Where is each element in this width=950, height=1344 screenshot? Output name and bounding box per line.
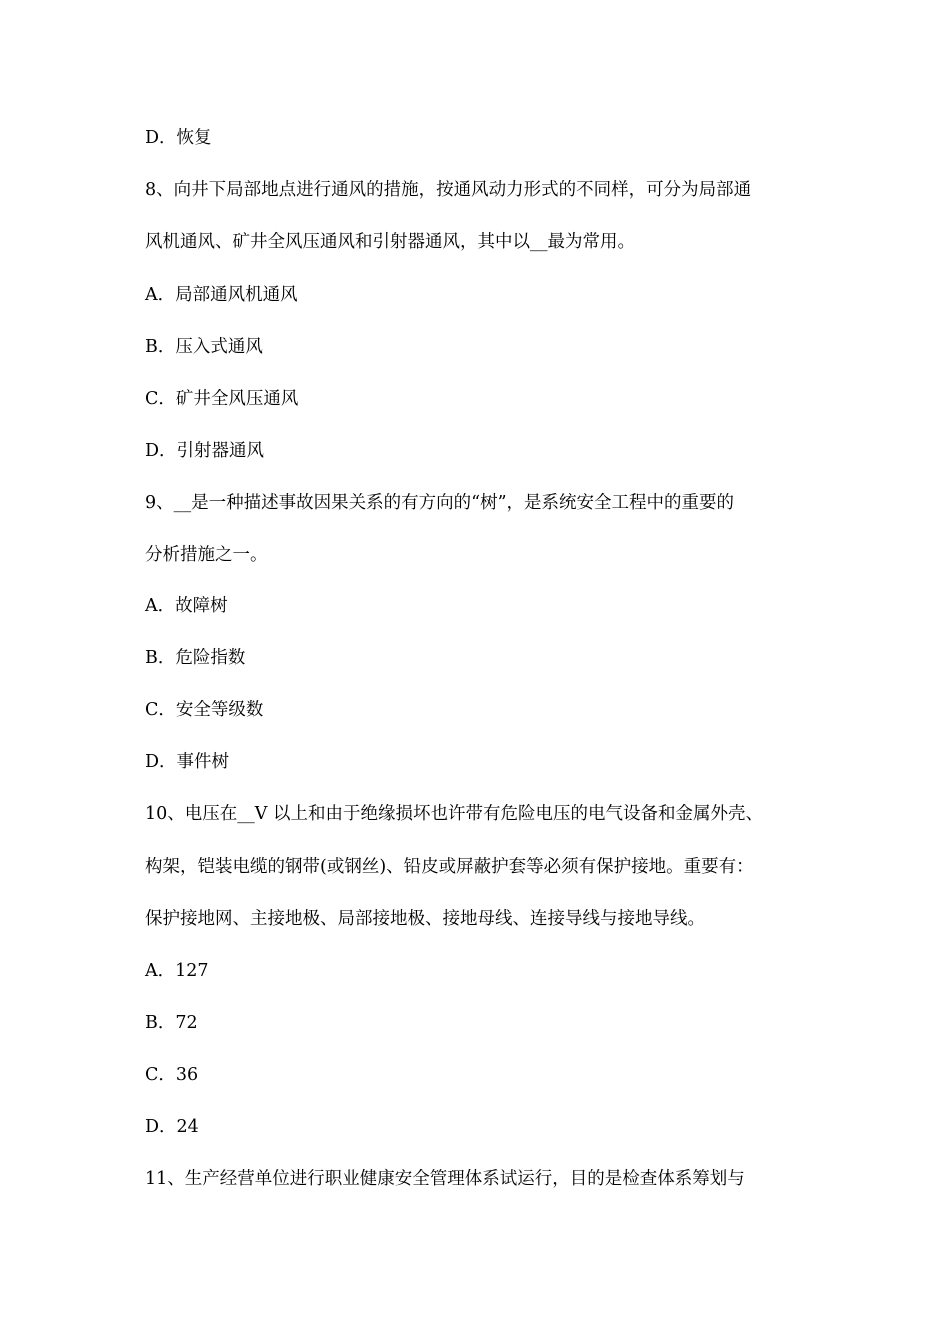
q10-option-a: A．127	[145, 961, 209, 981]
q10-option-b: B．72	[145, 1013, 198, 1033]
q11-question-line-1: 11、生产经营单位进行职业健康安全管理体系试运行，目的是检查体系筹划与	[145, 1169, 745, 1189]
q9-question-line-1: 9、__是一种描述事故因果关系的有方向的“树”，是系统安全工程中的重要的	[145, 493, 735, 513]
q9-option-d: D．事件树	[145, 752, 230, 772]
q9-option-a: A．故障树	[145, 596, 228, 616]
q8-option-b: B．压入式通风	[145, 337, 263, 357]
q9-option-c: C．安全等级数	[145, 700, 264, 720]
q9-question-line-2: 分析措施之一。	[145, 545, 268, 565]
q8-option-d: D．引射器通风	[145, 441, 265, 461]
q8-option-a: A．局部通风机通风	[145, 285, 298, 305]
q10-question-line-3: 保护接地网、主接地极、局部接地极、接地母线、连接导线与接地导线。	[145, 909, 705, 929]
q7-option-d: D．恢复	[145, 128, 212, 148]
q8-option-c: C．矿井全风压通风	[145, 389, 299, 409]
q10-question-line-1: 10、电压在__V 以上和由于绝缘损坏也许带有危险电压的电气设备和金属外壳、	[145, 804, 763, 824]
q10-option-c: C．36	[145, 1065, 199, 1085]
q10-option-d: D．24	[145, 1117, 199, 1137]
q8-question-line-2: 风机通风、矿井全风压通风和引射器通风，其中以__最为常用。	[145, 232, 635, 252]
q10-question-line-2: 构架，铠装电缆的钢带(或钢丝)、铅皮或屏蔽护套等必须有保护接地。重要有：	[145, 857, 754, 877]
q9-option-b: B．危险指数	[145, 648, 246, 668]
q8-question-line-1: 8、向井下局部地点进行通风的措施，按通风动力形式的不同样，可分为局部通	[145, 180, 752, 200]
